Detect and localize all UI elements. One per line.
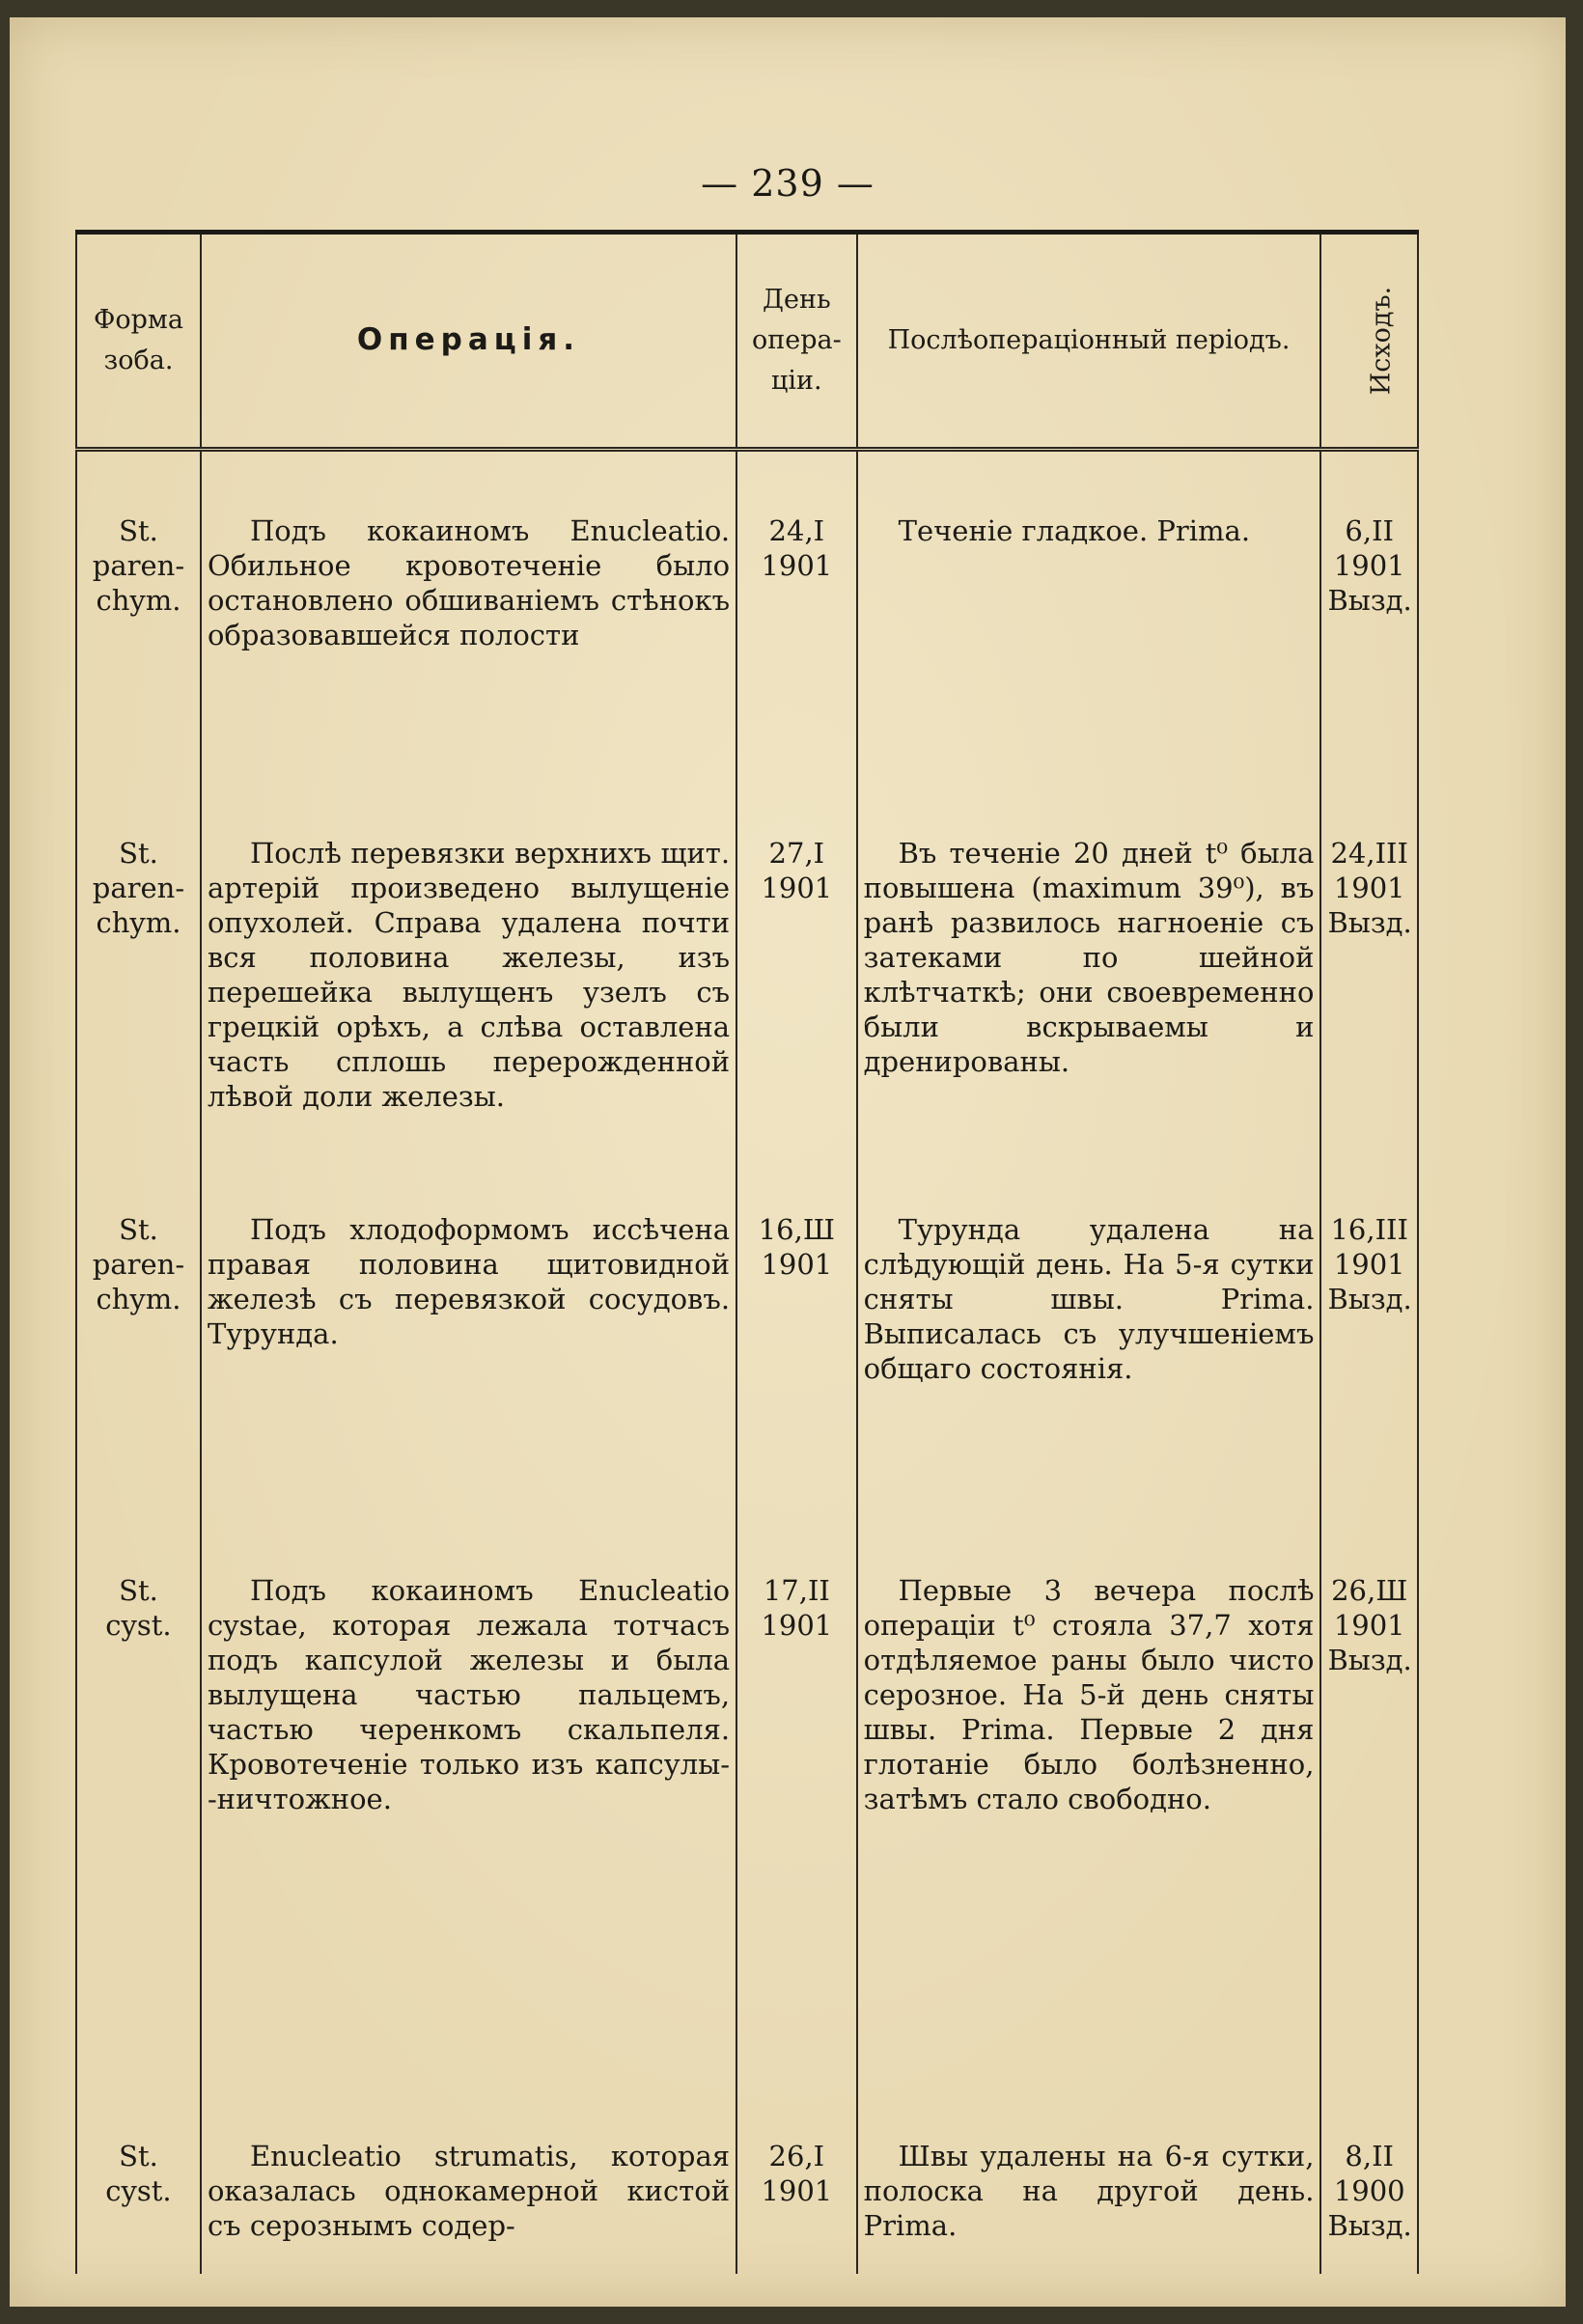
cell-postop: Теченіе гладкое. Prima. [857,450,1321,775]
surgery-table [75,230,1419,2274]
header-day: День опера- ціи. [736,233,857,450]
table-row [76,1511,1418,2077]
table-row [76,450,1418,775]
cell-day: 16,Ш 1901 [736,1150,857,1511]
cell-operation: Enucleatio strumatis, которая оказалась однокамерной кистой съ серознымъ содер- [201,2077,736,2274]
cell-day: 17,II 1901 [736,1511,857,2077]
cell-postop: Первые 3 вечера послѣ операціи t⁰ стояла 37,7 хотя отдѣляемое раны было чисто серозное. На 5-й день сняты швы. Prima. Первые 2 дня глотаніе было болѣзненно, затѣмъ стало свободно. [857,1511,1321,2077]
cell-outcome: 8,II 1900 Вызд. [1320,2077,1418,2274]
cell-outcome: 16,III 1901 Вызд. [1320,1150,1418,1511]
cell-operation: Подъ хлодоформомъ иссѣчена правая половина щитовидной железѣ съ перевязкой сосудовъ. Турунда. [201,1150,736,1511]
header-outcome-label: Исходъ. [1366,286,1397,396]
page-number: — 239 — [701,162,875,205]
table-row [76,1150,1418,1511]
header-outcome [1320,233,1418,450]
cell-day: 26,I 1901 [736,2077,857,2274]
table-row [76,2077,1418,2274]
cell-outcome: 6,II 1901 Вызд. [1320,450,1418,775]
cell-outcome: 26,Ш 1901 Вызд. [1320,1511,1418,2077]
cell-postop: Въ теченіе 20 дней t⁰ была повышена (maximum 39⁰), въ ранѣ развилось нагноеніе съ затеками по шейной клѣтчаткѣ; они своевременно были вскрываемы и дренированы. [857,774,1321,1150]
cell-outcome: 24,III 1901 Вызд. [1320,774,1418,1150]
cell-operation: Подъ кокаиномъ Enucleatio cystae, которая лежала тотчасъ подъ капсулой железы и была вылущена частью пальцемъ, частью черенкомъ скальпеля. Кровотеченіе только изъ капсулы--ничтожное. [201,1511,736,2077]
header-form: Форма зоба. [76,233,201,450]
table-row [76,774,1418,1150]
table-header [76,233,1418,450]
cell-day: 24,I 1901 [736,450,857,775]
cell-postop: Турунда удалена на слѣдующій день. На 5-я сутки сняты швы. Prima. Выписалась съ улучшеніемъ общаго состоянія. [857,1150,1321,1511]
cell-operation: Подъ кокаиномъ Enucleatio. Обильное кровотеченіе было остановлено обшиваніемъ стѣнокъ образовавшейся полости [201,450,736,775]
book-page [10,17,1566,2307]
cell-form: St. cyst. [76,2077,201,2274]
cell-operation: Послѣ перевязки верхнихъ щит. артерій произведено вылущеніе опухолей. Справа удалена почти вся половина железы, изъ перешейка вылущенъ узелъ съ грецкій орѣхъ, а слѣва оставлена часть сплошь перерожденной лѣвой доли железы. [201,774,736,1150]
cell-form: St. cyst. [76,1511,201,2077]
header-operation [201,233,736,450]
header-operation-label: Операція. [356,322,581,357]
header-postop: Послѣоперацiонный періодъ. [857,233,1321,450]
cell-form: St. paren- chym. [76,1150,201,1511]
cell-form: St. paren- chym. [76,450,201,775]
cell-day: 27,I 1901 [736,774,857,1150]
cell-postop: Швы удалены на 6-я сутки, полоска на другой день. Prima. [857,2077,1321,2274]
cell-form: St. paren- chym. [76,774,201,1150]
